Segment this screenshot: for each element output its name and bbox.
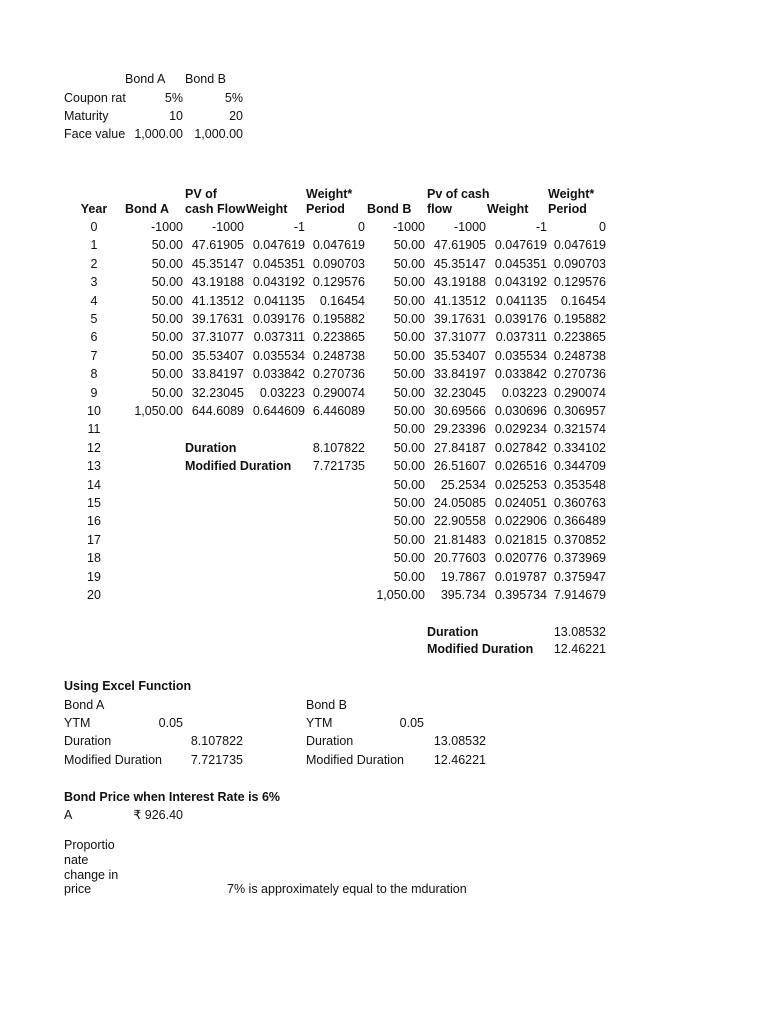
summary-label-face-value: Face value [64,127,126,141]
bond-a-modified-duration-value: 7.721735 [312,459,365,473]
cell-weight-b: 0.039176 [494,312,547,326]
header-weight-period-a-line1: Weight* [306,187,353,201]
cell-bond-b: 50.00 [393,349,425,363]
cell-pv-a: 39.17631 [191,312,244,326]
cell-year: 10 [87,404,101,418]
cell-pv-b: 22.90558 [433,514,486,528]
proportionate-label-line4: price [64,882,92,896]
cell-weight-a: 0.03223 [259,386,305,400]
summary-coupon-a: 5% [164,91,183,105]
header-weight-period-b-line2: Period [548,202,587,216]
cell-bond-b: 50.00 [393,386,425,400]
excel-bond-b-name: Bond B [306,698,348,712]
cell-weight-period-a: 0.248738 [312,349,365,363]
cell-bond-b: 50.00 [393,533,425,547]
cell-bond-b: -1000 [393,220,425,234]
cell-weight-b: 0.047619 [494,238,547,252]
cell-pv-b: 20.77603 [433,551,486,565]
cell-year: 5 [90,312,98,326]
summary-coupon-b: 5% [224,91,243,105]
cell-weight-period-a: 0.270736 [312,367,365,381]
summary-face-a: 1,000.00 [134,127,183,141]
excel-bond-a-ytm: 0.05 [158,716,183,730]
cell-weight-period-b: 0.373969 [553,551,606,565]
cell-year: 18 [87,551,101,565]
cell-bond-a: 50.00 [151,294,183,308]
cell-bond-b: 50.00 [393,441,425,455]
cell-pv-b: 29.23396 [433,422,486,436]
summary-face-b: 1,000.00 [194,127,243,141]
proportionate-label-line2: nate [64,853,89,867]
cell-pv-a: 37.31077 [191,330,244,344]
cell-year: 12 [87,441,101,455]
cell-pv-b: 19.7867 [440,570,486,584]
cell-year: 2 [90,257,98,271]
cell-weight-period-a: 6.446089 [312,404,365,418]
header-weight-a: Weight [246,202,288,216]
cell-weight-a: 0.644609 [252,404,305,418]
bond-price-title: Bond Price when Interest Rate is 6% [64,790,281,804]
cell-pv-b: 30.69566 [433,404,486,418]
cell-bond-b: 50.00 [393,275,425,289]
cell-weight-b: 0.029234 [494,422,547,436]
excel-bond-a-ytm-label: YTM [64,716,91,730]
cell-pv-a: 45.35147 [191,257,244,271]
cell-weight-period-b: 0.223865 [553,330,606,344]
cell-weight-period-b: 0.366489 [553,514,606,528]
summary-header-bond-b: Bond B [185,72,227,86]
cell-weight-b: 0.022906 [494,514,547,528]
proportionate-note: 7% is approximately equal to the mduration [227,882,467,896]
cell-pv-b: 33.84197 [433,367,486,381]
cell-year: 14 [87,478,101,492]
cell-year: 13 [87,459,101,473]
cell-bond-b: 50.00 [393,367,425,381]
cell-weight-b: 0.025253 [494,478,547,492]
cell-bond-b: 50.00 [393,422,425,436]
cell-weight-a: 0.041135 [253,294,305,308]
cell-bond-b: 50.00 [393,294,425,308]
cell-bond-a: 50.00 [151,330,183,344]
bond-b-modified-duration-value: 12.46221 [553,642,606,656]
cell-year: 3 [90,275,98,289]
excel-bond-a-duration: 8.107822 [190,734,243,748]
cell-year: 17 [87,533,101,547]
header-pv-b-line2: flow [427,202,452,216]
proportionate-label-line1: Proportio [64,838,115,852]
cell-pv-b: 21.81483 [433,533,486,547]
cell-weight-b: 0.043192 [494,275,547,289]
cell-weight-period-a: 0.195882 [312,312,365,326]
summary-maturity-b: 20 [229,109,243,123]
cell-weight-period-a: 0.090703 [312,257,365,271]
header-year: Year [80,202,108,216]
cell-weight-a: 0.039176 [252,312,305,326]
cell-bond-a: 50.00 [151,257,183,271]
cell-weight-period-b: 0.129576 [553,275,606,289]
cell-weight-period-b: 0.248738 [553,349,606,363]
cell-pv-b: 27.84187 [433,441,486,455]
cell-bond-a: 50.00 [151,312,183,326]
excel-bond-b-modified-duration-label: Modified Duration [306,753,404,767]
cell-pv-b: 25.2534 [440,478,486,492]
summary-label-maturity: Maturity [64,109,109,123]
cell-pv-b: 39.17631 [433,312,486,326]
cell-pv-b: 45.35147 [433,257,486,271]
cell-pv-a: 47.61905 [191,238,244,252]
cell-pv-b: 43.19188 [433,275,486,289]
cell-weight-b: 0.019787 [494,570,547,584]
cell-weight-a: 0.043192 [252,275,305,289]
cell-weight-b: 0.041135 [495,294,547,308]
cell-weight-period-a: 0.223865 [312,330,365,344]
cell-weight-period-a: 0.16454 [319,294,365,308]
cell-pv-b: 35.53407 [433,349,486,363]
cell-year: 1 [90,238,98,252]
header-weight-period-b-line1: Weight* [548,187,595,201]
cell-pv-a: -1000 [212,220,244,234]
cell-weight-a: -1 [293,220,305,234]
cell-weight-b: 0.035534 [494,349,547,363]
cell-pv-b: 26.51607 [433,459,486,473]
excel-bond-a-modified-duration-label: Modified Duration [64,753,162,767]
cell-weight-period-b: 0.353548 [553,478,606,492]
cell-weight-b: 0.045351 [494,257,547,271]
cell-bond-a: 50.00 [151,275,183,289]
cell-pv-b: 32.23045 [433,386,486,400]
cell-weight-period-b: 0.334102 [553,441,606,455]
cell-weight-b: 0.03223 [501,386,547,400]
cell-year: 8 [90,367,98,381]
header-pv-a-line2: cash Flow [185,202,246,216]
cell-year: 16 [87,514,101,528]
header-bond-a: Bond A [125,202,169,216]
cell-weight-b: 0.026516 [494,459,547,473]
cell-pv-b: 37.31077 [433,330,486,344]
cell-year: 7 [90,349,98,363]
cell-pv-a: 43.19188 [191,275,244,289]
cell-weight-period-b: 0.370852 [553,533,606,547]
cell-weight-period-b: 0.047619 [553,238,606,252]
cell-weight-period-b: 0.090703 [553,257,606,271]
cell-bond-a: -1000 [151,220,183,234]
cell-bond-a: 1,050.00 [134,404,183,418]
cell-year: 4 [90,294,98,308]
header-pv-b-line1: Pv of cash [427,187,490,201]
cell-weight-period-b: 0.360763 [553,496,606,510]
cell-weight-period-b: 0.290074 [553,386,606,400]
cell-weight-period-b: 0.16454 [560,294,606,308]
summary-maturity-a: 10 [169,109,183,123]
cell-year: 11 [87,422,101,436]
cell-weight-b: -1 [535,220,547,234]
excel-bond-b-duration: 13.08532 [433,734,486,748]
cell-bond-b: 50.00 [393,551,425,565]
cell-bond-b: 50.00 [393,257,425,271]
cell-bond-b: 50.00 [393,330,425,344]
cell-weight-period-b: 7.914679 [553,588,606,602]
cell-bond-b: 50.00 [393,478,425,492]
cell-bond-b: 50.00 [393,459,425,473]
bond-b-duration-value: 13.08532 [553,625,606,639]
cell-year: 20 [87,588,101,602]
cell-weight-a: 0.045351 [252,257,305,271]
cell-year: 6 [90,330,98,344]
cell-bond-a: 50.00 [151,367,183,381]
cell-weight-a: 0.037311 [253,330,305,344]
cell-weight-b: 0.024051 [494,496,547,510]
header-pv-a-line1: PV of [185,187,217,201]
cell-pv-b: 41.13512 [433,294,486,308]
excel-bond-b-modified-duration: 12.46221 [433,753,486,767]
cell-pv-a: 41.13512 [191,294,244,308]
cell-weight-b: 0.037311 [495,330,547,344]
cell-pv-a: 644.6089 [191,404,244,418]
excel-section-title: Using Excel Function [64,679,192,693]
excel-bond-b-ytm: 0.05 [399,716,424,730]
cell-weight-b: 0.395734 [494,588,547,602]
bond-a-duration-label: Duration [185,441,237,455]
header-weight-b: Weight [487,202,529,216]
bond-price-label: A [64,808,73,822]
cell-weight-b: 0.021815 [494,533,547,547]
cell-year: 15 [87,496,101,510]
cell-weight-period-b: 0 [599,220,606,234]
proportionate-label-line3: change in [64,868,119,882]
bond-b-modified-duration-label: Modified Duration [427,642,534,656]
cell-weight-period-b: 0.306957 [553,404,606,418]
cell-pv-b: 395.734 [440,588,486,602]
cell-bond-b: 50.00 [393,238,425,252]
excel-bond-b-duration-label: Duration [306,734,354,748]
cell-weight-b: 0.027842 [494,441,547,455]
cell-bond-b: 50.00 [393,570,425,584]
cell-weight-period-b: 0.321574 [553,422,606,436]
cell-bond-b: 50.00 [393,496,425,510]
cell-bond-b: 50.00 [393,404,425,418]
cell-bond-a: 50.00 [151,349,183,363]
cell-pv-b: 24.05085 [433,496,486,510]
cell-weight-period-b: 0.195882 [553,312,606,326]
cell-year: 19 [87,570,101,584]
cell-bond-a: 50.00 [151,386,183,400]
excel-bond-a-name: Bond A [64,698,105,712]
cell-bond-b: 50.00 [393,312,425,326]
cell-bond-b: 1,050.00 [376,588,425,602]
bond-price-value: ₹ 926.40 [133,808,183,822]
cell-pv-a: 33.84197 [191,367,244,381]
cell-weight-period-a: 0 [358,220,365,234]
cell-weight-a: 0.047619 [252,238,305,252]
cell-bond-a: 50.00 [151,238,183,252]
cell-pv-b: 47.61905 [433,238,486,252]
cell-weight-b: 0.033842 [494,367,547,381]
cell-weight-b: 0.020776 [494,551,547,565]
bond-b-duration-label: Duration [427,625,479,639]
summary-header-bond-a: Bond A [125,72,166,86]
cell-weight-b: 0.030696 [494,404,547,418]
summary-label-coupon: Coupon rat [64,91,126,105]
excel-bond-a-duration-label: Duration [64,734,112,748]
cell-weight-period-b: 0.375947 [553,570,606,584]
excel-bond-b-ytm-label: YTM [306,716,333,730]
cell-year: 9 [90,386,98,400]
cell-weight-period-a: 0.129576 [312,275,365,289]
cell-weight-period-b: 0.344709 [553,459,606,473]
header-weight-period-a-line2: Period [306,202,345,216]
cell-bond-b: 50.00 [393,514,425,528]
header-bond-b: Bond B [367,202,412,216]
cell-weight-period-b: 0.270736 [553,367,606,381]
cell-weight-period-a: 0.290074 [312,386,365,400]
cell-weight-a: 0.033842 [252,367,305,381]
cell-weight-period-a: 0.047619 [312,238,365,252]
cell-pv-b: -1000 [454,220,486,234]
cell-weight-a: 0.035534 [252,349,305,363]
cell-pv-a: 35.53407 [191,349,244,363]
bond-a-duration-value: 8.107822 [312,441,365,455]
excel-bond-a-modified-duration: 7.721735 [190,753,243,767]
cell-year: 0 [90,220,98,234]
bond-a-modified-duration-label: Modified Duration [185,459,292,473]
cell-pv-a: 32.23045 [191,386,244,400]
